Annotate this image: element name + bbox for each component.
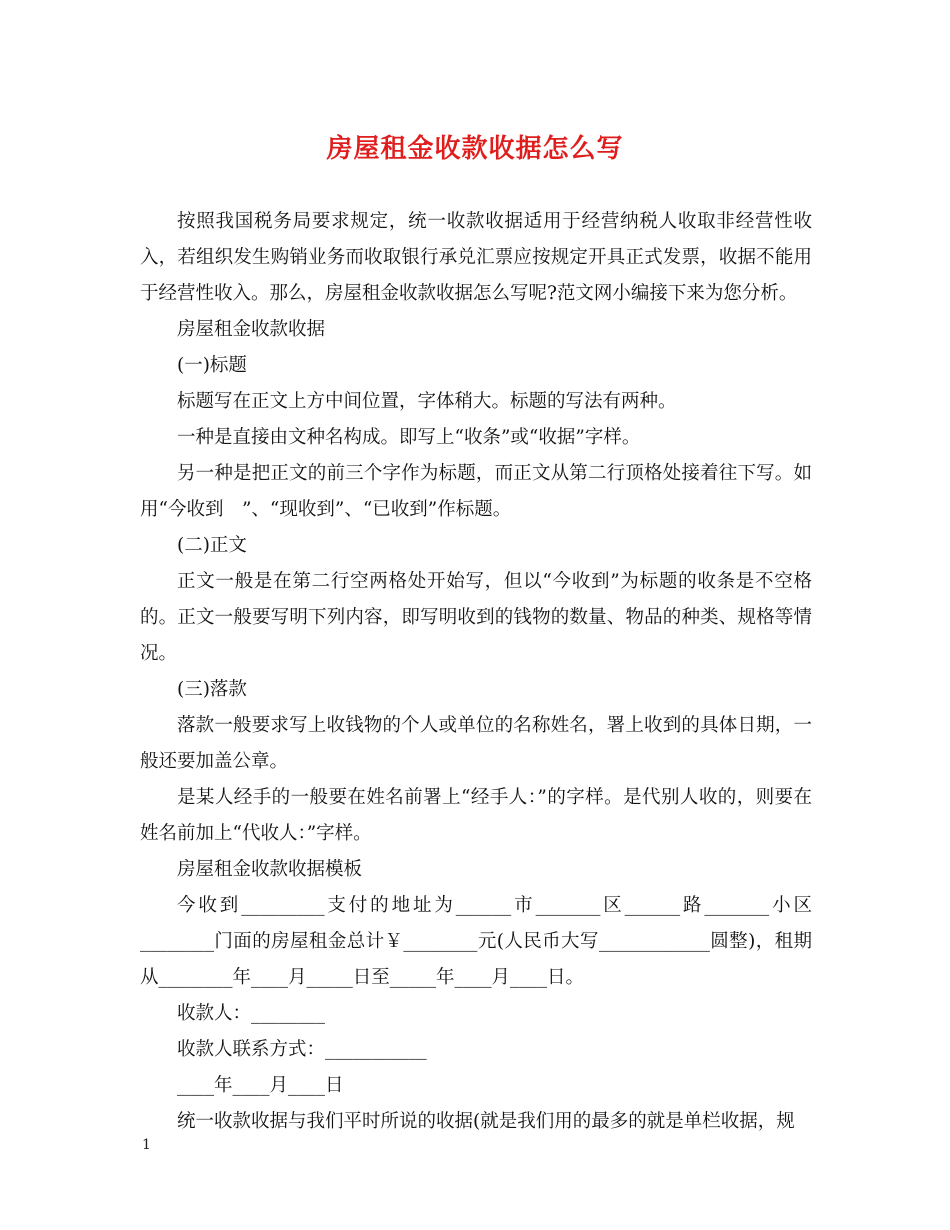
template-receipt-body: 今收到_________支付的地址为______市_______区______路_______小区________门面的房屋租金总计￥________元(人民币大写____________圆整)，租期从________年____月_____日至_____年____月____日。 xyxy=(140,895,812,988)
template-heading: 房屋租金收款收据模板 xyxy=(177,859,363,880)
subheading-signature: (三)落款 xyxy=(177,679,247,700)
subheading-body: (二)正文 xyxy=(177,535,247,556)
title-method-one: 一种是直接由文种名构成。即写上“收条”或“收据”字样。 xyxy=(177,427,641,448)
signature-description: 落款一般要求写上收钱物的个人或单位的名称姓名，署上收到的具体日期，一般还要加盖公章。 xyxy=(140,715,812,772)
title-method-two: 另一种是把正文的前三个字作为标题，而正文从第二行顶格处接着往下写。如用“今收到 ”、“现收到”、“已收到”作标题。 xyxy=(140,463,812,520)
document-title: 房屋租金收款收据怎么写 xyxy=(326,134,624,164)
subheading-title: (一)标题 xyxy=(177,355,247,376)
template-date-line: ____年____月____日 xyxy=(177,1075,344,1096)
title-description: 标题写在正文上方中间位置，字体稍大。标题的写法有两种。 xyxy=(177,391,677,412)
body-description: 正文一般是在第二行空两格处开始写，但以“今收到”为标题的收条是不空格的。正文一般要写明下列内容，即写明收到的钱物的数量、物品的种类、规格等情况。 xyxy=(140,571,812,664)
document-body xyxy=(140,204,812,1140)
page-number: 1 xyxy=(142,1137,151,1153)
template-contact-line: 收款人联系方式：___________ xyxy=(177,1039,427,1060)
intro-paragraph: 按照我国税务局要求规定，统一收款收据适用于经营纳税人收取非经营性收入，若组织发生购销业务而收取银行承兑汇票应按规定开具正式发票，收据不能用于经营性收入。那么，房屋租金收款收据怎么写呢?范文网小编接下来为您分析。 xyxy=(140,211,812,304)
handler-description: 是某人经手的一般要在姓名前署上“经手人：”的字样。是代别人收的，则要在姓名前加上“代收人：”字样。 xyxy=(140,787,812,844)
section-heading-receipt: 房屋租金收款收据 xyxy=(177,319,326,340)
template-payee-line: 收款人：________ xyxy=(177,1003,326,1024)
closing-paragraph: 统一收款收据与我们平时所说的收据(就是我们用的最多的就是单栏收据，规 xyxy=(177,1111,795,1132)
